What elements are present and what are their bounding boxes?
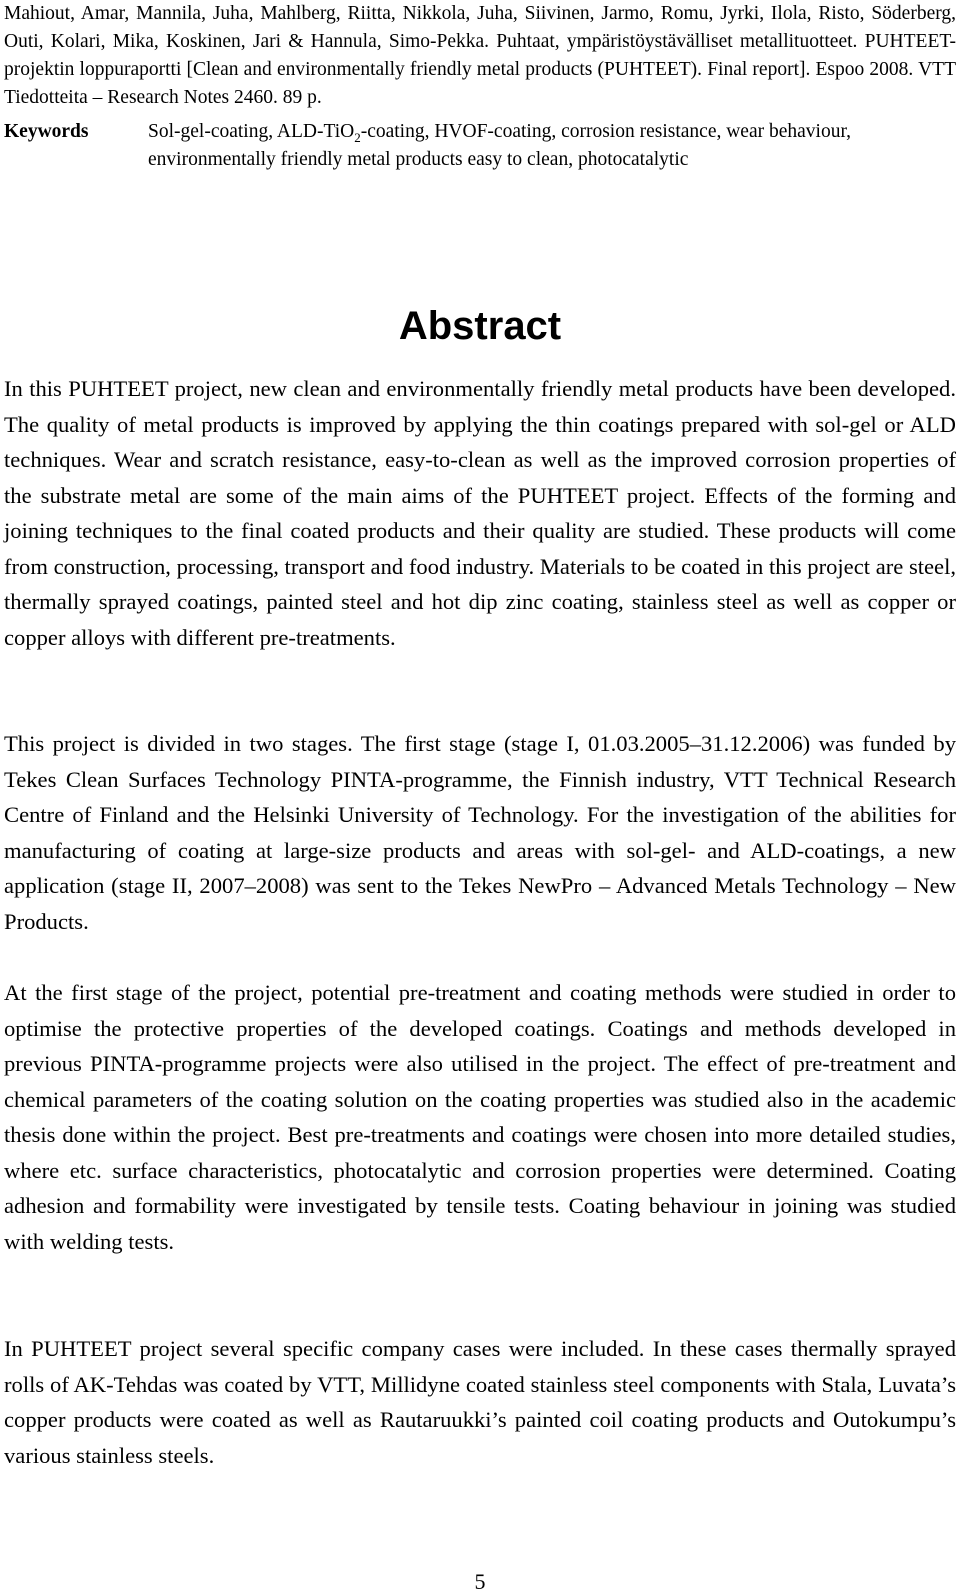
abstract-heading: Abstract [398,304,562,348]
keywords-section [4,118,956,174]
keywords-text-part-1: Sol-gel-coating, ALD-TiO [148,121,355,142]
abstract-paragraph: In PUHTEET project several specific company cases were included. In these cases thermally sprayed rolls of AK-Tehdas was coated by VTT, Millidyne coated stainless steel components with Stala, Luvata’s copper products were coated as well as Rautaruukki’s painted coil coating products and Outokumpu’s various stainless steels. [4,1336,956,1468]
abstract-paragraph: At the first stage of the project, potential pre-treatment and coating methods were studied in order to optimise the protective properties of the developed coatings. Coatings and methods developed in previous PINTA-programme projects were also utilised in the project. The effect of pre-treatment and chemical parameters of the coating solution on the coating properties was studied also in the academic thesis done within the project. Best pre-treatments and coatings were chosen into more detailed studies, where etc. surface characteristics, photocatalytic and corrosion properties were determined. Coating adhesion and formability were investigated by tensile tests. Coating behaviour in joining was studied with welding tests. [4,980,956,1254]
keywords-subscript: 2 [354,129,361,145]
page-number: 5 [474,1569,486,1594]
keywords-label: Keywords [4,121,89,142]
bibliographic-citation: Mahiout, Amar, Mannila, Juha, Mahlberg, Riitta, Nikkola, Juha, Siivinen, Jarmo, Romu, Jyrki, Ilola, Risto, Söderberg, Outi, Kolari, Mika, Koskinen, Jari & Hannula, Simo-Pekka. Puhtaat, ympäristöystävälliset metallituotteet. PUHTEET-projektin loppuraportti [Clean and environmentally friendly metal products (PUHTEET). Final report]. Espoo 2008. VTT Tiedotteita – Research Notes 2460. 89 p. [4,3,956,108]
keywords-text-part-2: -coating, HVOF-coating, corrosion resistance, wear behaviour, environmentally friendly metal products easy to clean, photocatalytic [148,121,852,170]
abstract-paragraph: This project is divided in two stages. The first stage (stage I, 01.03.2005–31.12.2006) was funded by Tekes Clean Surfaces Technology PINTA-programme, the Finnish industry, VTT Technical Research Centre of Finland and the Helsinki University of Technology. For the investigation of the abilities for manufacturing of coating at large-size products and areas with sol-gel- and ALD-coatings, a new application (stage II, 2007–2008) was sent to the Tekes NewPro – Advanced Metals Technology – New Products. [4,731,956,934]
abstract-paragraph: In this PUHTEET project, new clean and environmentally friendly metal products have been developed. The quality of metal products is improved by applying the thin coatings prepared with sol-gel or ALD techniques. Wear and scratch resistance, easy-to-clean as well as the improved corrosion properties of the substrate metal are some of the main aims of the PUHTEET project. Effects of the forming and joining techniques to the final coated products and their quality are studied. These products will come from construction, processing, transport and food industry. Materials to be coated in this project are steel, thermally sprayed coatings, painted steel and hot dip zinc coating, stainless steel as well as copper or copper alloys with different pre-treatments. [4,376,956,650]
keywords-text [148,118,956,174]
